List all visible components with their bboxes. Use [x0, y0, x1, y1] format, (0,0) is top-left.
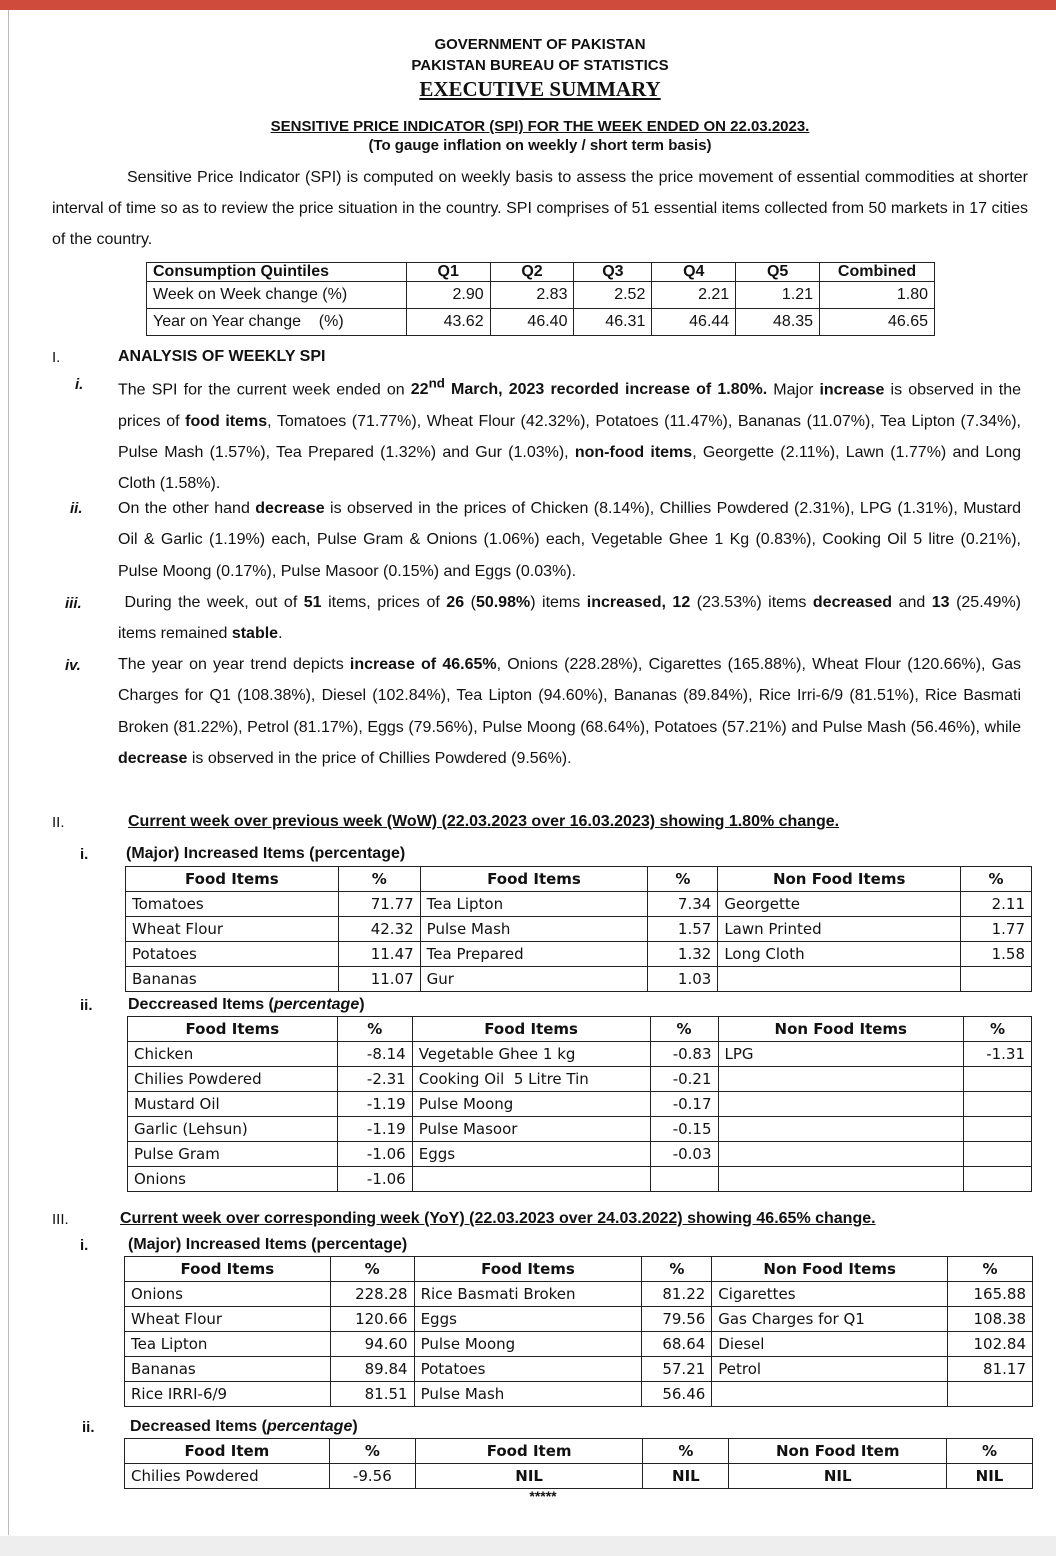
quintile-row: [147, 282, 935, 309]
quintile-header-cell: Consumption Quintiles: [147, 263, 407, 282]
table-cell: [964, 1092, 1032, 1117]
table-row: [126, 917, 1032, 942]
quintile-cell: 2.90: [406, 282, 490, 309]
table-cell: [948, 1382, 1033, 1407]
table-cell: Eggs: [414, 1307, 642, 1332]
table-cell: 71.77: [338, 892, 420, 917]
table-cell: 1.77: [961, 917, 1032, 942]
table-header-cell: Food Item: [415, 1439, 643, 1464]
table-header-cell: Non Food Item: [729, 1439, 947, 1464]
table-cell: [718, 1067, 963, 1092]
section3-dec-label: ii.: [82, 1419, 95, 1436]
table-cell: [412, 1167, 650, 1192]
table-cell: Pulse Moong: [414, 1332, 642, 1357]
quintile-cell: 46.65: [820, 309, 935, 336]
table-header-cell: %: [337, 1017, 412, 1042]
table-cell: Tea Lipton: [125, 1332, 331, 1357]
table-cell: Potatoes: [414, 1357, 642, 1382]
table-header-cell: Food Items: [125, 1257, 331, 1282]
table-cell: 81.51: [330, 1382, 414, 1407]
header-bureau: PAKISTAN BUREAU OF STATISTICS: [411, 57, 669, 74]
table-header-cell: Food Items: [414, 1257, 642, 1282]
table-cell: Pulse Masoor: [412, 1117, 650, 1142]
table-cell: -1.19: [337, 1092, 412, 1117]
table-cell: 42.32: [338, 917, 420, 942]
table-cell: [964, 1117, 1032, 1142]
report-subtitle: (To gauge inflation on weekly / short term basis): [368, 137, 712, 154]
table-cell: Petrol: [712, 1357, 948, 1382]
table-cell: -1.06: [337, 1167, 412, 1192]
table-cell: -9.56: [329, 1464, 415, 1489]
table-row: [126, 967, 1032, 992]
table-cell: -0.21: [650, 1067, 718, 1092]
report-title: SENSITIVE PRICE INDICATOR (SPI) FOR THE WEEK ENDED ON 22.03.2023.: [270, 118, 810, 135]
quintile-cell: 2.52: [574, 282, 652, 309]
table-header-cell: Food Items: [420, 867, 648, 892]
table-cell: -0.83: [650, 1042, 718, 1067]
table-header-cell: %: [643, 1439, 729, 1464]
quintile-cell: 2.21: [652, 282, 736, 309]
table-row: [128, 1117, 1032, 1142]
table-cell: Chilies Powdered: [125, 1464, 330, 1489]
section2-inc-caption: (Major) Increased Items (percentage): [126, 845, 406, 862]
point-iv-text: The year on year trend depicts increase of 46.65%, Onions (228.28%), Cigarettes (165.88%), Wheat Flour (120.66%), Gas Charges for Q1 (108.38%), Diesel (102.84%), Tea Lipton (94.60%), Bananas (89.84%), Rice Irri-6/9 (81.51%), Rice Basmati Broken (81.22%), Petrol (81.17%), Eggs (79.56%), Pulse Moong (68.64%), Potatoes (57.21%) and Pulse Mash (56.46%), while decrease is observed in the price of Chillies Powdered (9.56%).: [118, 656, 1021, 767]
table-cell: 1.57: [648, 917, 718, 942]
wow-increased-table: [125, 866, 1032, 992]
dec-caption-italic: percentage: [273, 996, 360, 1013]
header-government: GOVERNMENT OF PAKISTAN: [434, 36, 646, 53]
table-header-cell: %: [338, 867, 420, 892]
table-cell: Garlic (Lehsun): [128, 1117, 338, 1142]
table-row: [128, 1142, 1032, 1167]
table-header-cell: %: [330, 1257, 414, 1282]
point-iii-label: iii.: [65, 595, 82, 612]
table-header-cell: Non Food Items: [712, 1257, 948, 1282]
quintile-cell: 48.35: [736, 309, 820, 336]
table-cell: 79.56: [642, 1307, 712, 1332]
table-cell: 81.17: [948, 1357, 1033, 1382]
table-cell: 89.84: [330, 1357, 414, 1382]
table-cell: [964, 1167, 1032, 1192]
table-header-cell: %: [329, 1439, 415, 1464]
table-cell: LPG: [718, 1042, 963, 1067]
point-ii-text: On the other hand decrease is observed in the prices of Chicken (8.14%), Chillies Powdered (2.31%), LPG (1.31%), Mustard Oil & Garlic (1.19%) each, Pulse Gram & Onions (1.06%) each, Vegetable Ghee 1 Kg (0.83%), Cooking Oil 5 litre (0.21%), Pulse Moong (0.17%), Pulse Masoor (0.15%) and Eggs (0.03%).: [118, 500, 1022, 580]
table-cell: NIL: [729, 1464, 947, 1489]
point-i-label: i.: [75, 376, 84, 393]
table-cell: -1.06: [337, 1142, 412, 1167]
header-executive-summary: EXECUTIVE SUMMARY: [419, 77, 661, 101]
table-cell: 94.60: [330, 1332, 414, 1357]
table-row: [126, 942, 1032, 967]
table-row: [128, 1167, 1032, 1192]
table-header-cell: Non Food Items: [718, 1017, 963, 1042]
table-header-cell: %: [961, 867, 1032, 892]
table-cell: 11.07: [338, 967, 420, 992]
table-cell: Potatoes: [126, 942, 339, 967]
table-header-cell: %: [964, 1017, 1032, 1042]
point-iii-text: During the week, out of 51 items, prices of 26 (50.98%) items increased, 12 (23.53%) items decreased and 13 (25.49%) items remained stable.: [118, 594, 1022, 643]
section1-numeral: I.: [52, 349, 61, 366]
table-cell: Tea Prepared: [420, 942, 648, 967]
table-cell: 56.46: [642, 1382, 712, 1407]
point-i-text: The SPI for the current week ended on 22nd March, 2023 recorded increase of 1.80%. Major increase is observed in the prices of food items, Tomatoes (71.77%), Wheat Flour (42.32%), Potatoes (11.47%), Bananas (11.07%), Tea Lipton (7.34%), Pulse Mash (1.57%), Tea Prepared (1.32%) and Gur (1.03%), non-food items, Georgette (2.11%), Lawn (1.77%) and Long Cloth (1.58%).: [118, 376, 1021, 493]
table-cell: NIL: [415, 1464, 643, 1489]
table-row: [125, 1464, 1033, 1489]
table-header-cell: %: [650, 1017, 718, 1042]
quintile-cell: 46.40: [490, 309, 574, 336]
table-cell: Onions: [128, 1167, 338, 1192]
table-cell: 68.64: [642, 1332, 712, 1357]
table-cell: 228.28: [330, 1282, 414, 1307]
table-header-row: [128, 1017, 1032, 1042]
table-cell: Gas Charges for Q1: [712, 1307, 948, 1332]
table-cell: Vegetable Ghee 1 kg: [412, 1042, 650, 1067]
quintile-header-cell: Q1: [406, 263, 490, 282]
table-row: [125, 1282, 1033, 1307]
table-header-cell: Food Items: [128, 1017, 338, 1042]
table-cell: Wheat Flour: [126, 917, 339, 942]
table-header-cell: Food Item: [125, 1439, 330, 1464]
section2-dec-label: ii.: [80, 997, 93, 1014]
section1-title: ANALYSIS OF WEEKLY SPI: [118, 348, 326, 365]
table-cell: Cigarettes: [712, 1282, 948, 1307]
quintile-header-cell: Q5: [736, 263, 820, 282]
quintile-cell: 46.31: [574, 309, 652, 336]
table-cell: Eggs: [412, 1142, 650, 1167]
table-cell: Pulse Moong: [412, 1092, 650, 1117]
section2-numeral: II.: [52, 814, 65, 831]
table-row: [125, 1382, 1033, 1407]
table-header-cell: Food Items: [412, 1017, 650, 1042]
quintile-header-cell: Combined: [820, 263, 935, 282]
dec-caption-italic: percentage: [266, 1418, 353, 1435]
end-marker: *****: [529, 1488, 557, 1504]
table-cell: Tea Lipton: [420, 892, 648, 917]
table-cell: [650, 1167, 718, 1192]
table-cell: Lawn Printed: [718, 917, 961, 942]
table-cell: 102.84: [948, 1332, 1033, 1357]
quintile-cell: 46.44: [652, 309, 736, 336]
table-row: [128, 1042, 1032, 1067]
table-cell: Onions: [125, 1282, 331, 1307]
table-row: [128, 1067, 1032, 1092]
table-cell: Pulse Mash: [414, 1382, 642, 1407]
quintile-cell: 1.80: [820, 282, 935, 309]
table-cell: Mustard Oil: [128, 1092, 338, 1117]
table-cell: 1.03: [648, 967, 718, 992]
table-header-cell: %: [642, 1257, 712, 1282]
section3-title: Current week over corresponding week (YoY) (22.03.2023 over 24.03.2022) showing 46.65% change.: [120, 1210, 876, 1227]
table-cell: Rice Basmati Broken: [414, 1282, 642, 1307]
top-accent-bar: [0, 0, 1056, 10]
point-iv-label: iv.: [65, 657, 81, 674]
quintile-cell: Year on Year change (%): [147, 309, 407, 336]
table-cell: 81.22: [642, 1282, 712, 1307]
table-header-cell: Non Food Items: [718, 867, 961, 892]
table-cell: Pulse Gram: [128, 1142, 338, 1167]
dec-caption-part: Deccreased Items (: [128, 996, 274, 1013]
yoy-increased-table: [124, 1256, 1033, 1407]
table-cell: [718, 1167, 963, 1192]
table-cell: Chicken: [128, 1042, 338, 1067]
table-cell: -0.17: [650, 1092, 718, 1117]
intro-paragraph: [52, 162, 1028, 255]
section2-inc-label: i.: [80, 846, 89, 863]
table-cell: 11.47: [338, 942, 420, 967]
section3-inc-label: i.: [80, 1237, 89, 1254]
table-row: [126, 892, 1032, 917]
table-header-cell: %: [947, 1439, 1033, 1464]
table-cell: 7.34: [648, 892, 718, 917]
table-cell: Georgette: [718, 892, 961, 917]
section3-dec-caption: [130, 1418, 358, 1436]
table-cell: Bananas: [126, 967, 339, 992]
table-row: [125, 1307, 1033, 1332]
section3-inc-caption: (Major) Increased Items (percentage): [128, 1236, 408, 1253]
wow-decreased-table: [127, 1016, 1032, 1192]
section2-title: Current week over previous week (WoW) (22.03.2023 over 16.03.2023) showing 1.80% change.: [128, 813, 840, 830]
table-row: [125, 1357, 1033, 1382]
table-cell: [718, 1117, 963, 1142]
table-cell: 108.38: [948, 1307, 1033, 1332]
table-row: [125, 1332, 1033, 1357]
quintile-cell: 2.83: [490, 282, 574, 309]
table-cell: 2.11: [961, 892, 1032, 917]
table-cell: -1.19: [337, 1117, 412, 1142]
table-cell: [712, 1382, 948, 1407]
table-cell: -2.31: [337, 1067, 412, 1092]
dec-caption-part: Decreased Items (: [130, 1418, 267, 1435]
quintile-row: [147, 309, 935, 336]
section2-dec-caption: [128, 996, 365, 1014]
section3-numeral: III.: [52, 1211, 69, 1228]
table-header-cell: Food Items: [126, 867, 339, 892]
table-header-row: [126, 867, 1032, 892]
table-header-cell: %: [648, 867, 718, 892]
table-cell: -0.15: [650, 1117, 718, 1142]
table-cell: Chilies Powdered: [128, 1067, 338, 1092]
quintile-header-cell: Q2: [490, 263, 574, 282]
table-cell: 120.66: [330, 1307, 414, 1332]
table-cell: Gur: [420, 967, 648, 992]
table-cell: 1.58: [961, 942, 1032, 967]
table-cell: Cooking Oil 5 Litre Tin: [412, 1067, 650, 1092]
point-ii-label: ii.: [70, 500, 83, 517]
table-cell: NIL: [947, 1464, 1033, 1489]
table-cell: -8.14: [337, 1042, 412, 1067]
table-cell: -1.31: [964, 1042, 1032, 1067]
quintile-cell: 1.21: [736, 282, 820, 309]
quintile-cell: Week on Week change (%): [147, 282, 407, 309]
table-cell: [961, 967, 1032, 992]
yoy-decreased-table: [124, 1438, 1033, 1489]
quintile-header-cell: Q4: [652, 263, 736, 282]
table-cell: 57.21: [642, 1357, 712, 1382]
table-header-cell: %: [948, 1257, 1033, 1282]
dec-caption-part: ): [359, 996, 365, 1013]
table-cell: Wheat Flour: [125, 1307, 331, 1332]
quintile-cell: 43.62: [406, 309, 490, 336]
intro-text: Sensitive Price Indicator (SPI) is computed on weekly basis to assess the price movement of essential commodities at shorter interval of time so as to review the price situation in the country. SPI comprises of 51 essential items collected from 50 markets in 17 cities of the country.: [52, 169, 1028, 248]
bottom-bar: [0, 1536, 1056, 1556]
table-cell: Bananas: [125, 1357, 331, 1382]
quintiles-table: [146, 262, 935, 336]
table-cell: Tomatoes: [126, 892, 339, 917]
table-cell: Pulse Mash: [420, 917, 648, 942]
table-cell: [718, 1142, 963, 1167]
table-cell: Long Cloth: [718, 942, 961, 967]
table-cell: Rice IRRI-6/9: [125, 1382, 331, 1407]
quintile-header-cell: Q3: [574, 263, 652, 282]
table-cell: NIL: [643, 1464, 729, 1489]
table-cell: [964, 1142, 1032, 1167]
table-row: [128, 1092, 1032, 1117]
table-cell: [718, 967, 961, 992]
dec-caption-part: ): [352, 1418, 358, 1435]
table-cell: Diesel: [712, 1332, 948, 1357]
table-cell: [718, 1092, 963, 1117]
table-cell: 1.32: [648, 942, 718, 967]
table-cell: -0.03: [650, 1142, 718, 1167]
table-header-row: [125, 1439, 1033, 1464]
table-cell: 165.88: [948, 1282, 1033, 1307]
table-cell: [964, 1067, 1032, 1092]
table-header-row: [125, 1257, 1033, 1282]
